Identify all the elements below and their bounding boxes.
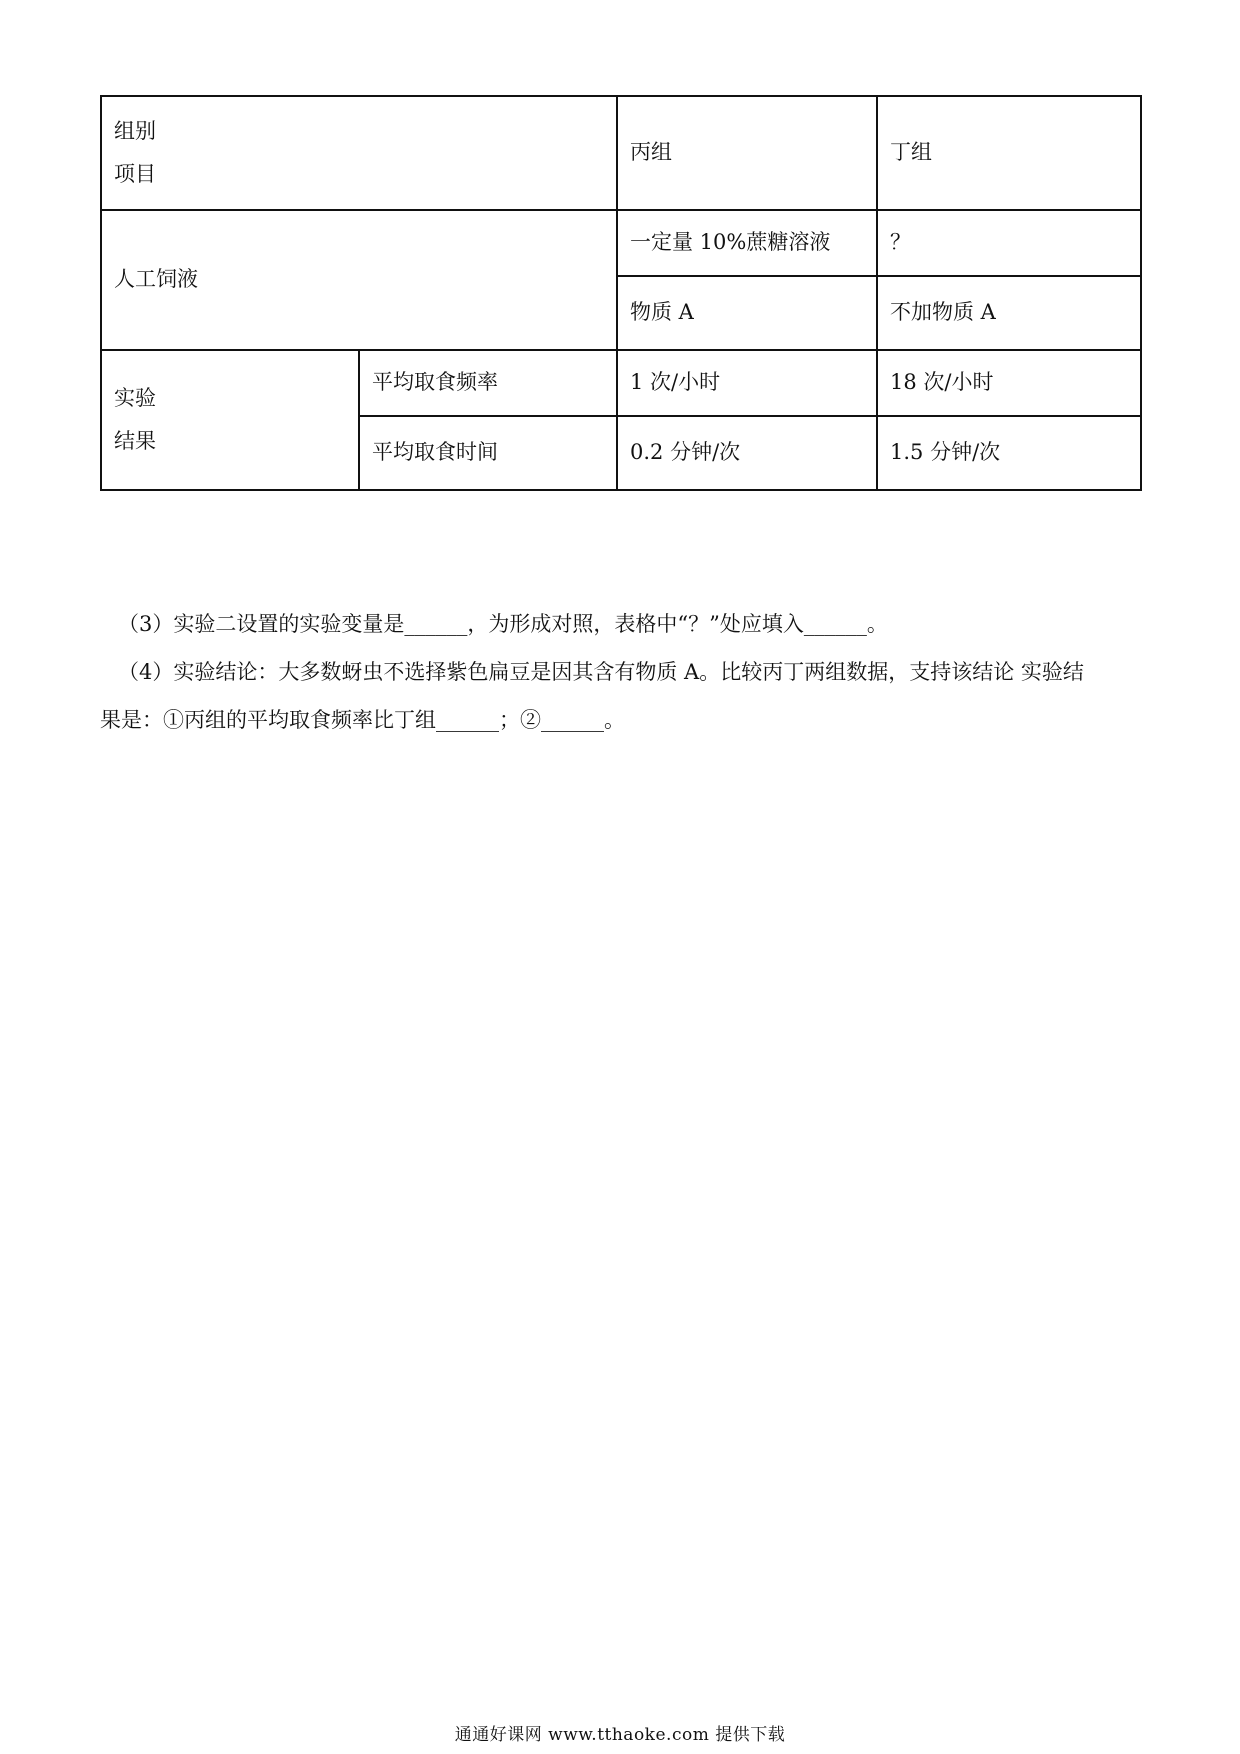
- feed-bing-substance: 物质 A: [630, 300, 694, 325]
- feed-bing-sucrose: 一定量 10%蔗糖溶液: [630, 230, 831, 255]
- feed-label-cell: [101, 210, 617, 350]
- feed-bing-cell-1: [617, 210, 877, 276]
- time-ding-cell: [877, 416, 1141, 490]
- feed-bing-cell-2: [617, 276, 877, 350]
- freq-label-cell: [359, 350, 617, 416]
- time-bing-value: 0.2 分钟/次: [630, 440, 741, 465]
- results-label-line1: 实验: [114, 385, 156, 410]
- group-label: 组别: [114, 118, 156, 143]
- table-row-feed-1: [101, 210, 1141, 276]
- questions-section: [100, 600, 1140, 744]
- feed-label: 人工饲液: [114, 267, 198, 292]
- col-bing-label: 丙组: [630, 140, 672, 165]
- freq-bing-cell: [617, 350, 877, 416]
- footer-source: 通通好课网 www.tthaoke.com 提供下载: [454, 1725, 786, 1745]
- item-label: 项目: [114, 162, 156, 186]
- feed-ding-unknown: ？: [890, 230, 911, 255]
- feed-ding-substance: 不加物质 A: [890, 300, 996, 325]
- results-label-line2: 结果: [114, 429, 156, 453]
- table-row-frequency: [101, 350, 1141, 416]
- feed-ding-cell-2: [877, 276, 1141, 350]
- time-label: 平均取食时间: [372, 440, 498, 465]
- time-label-cell: [359, 416, 617, 490]
- question-4-line1: （4）实验结论：大多数蚜虫不选择紫色扁豆是因其含有物质 A。比较丙丁两组数据，支持该结论 实验结: [118, 660, 1084, 684]
- results-label-cell: [101, 350, 359, 490]
- header-ding-cell: [877, 96, 1141, 210]
- freq-label: 平均取食频率: [372, 370, 498, 395]
- question-3: （3）实验二设置的实验变量是______，为形成对照，表格中“？”处应填入______。: [118, 612, 888, 636]
- experiment-table: [100, 95, 1142, 491]
- header-bing-cell: [617, 96, 877, 210]
- freq-ding-cell: [877, 350, 1141, 416]
- question-4-line2: 果是：①丙组的平均取食频率比丁组______；②______。: [100, 708, 625, 732]
- time-ding-value: 1.5 分钟/次: [890, 440, 1001, 465]
- freq-bing-value: 1 次/小时: [630, 370, 721, 395]
- time-bing-cell: [617, 416, 877, 490]
- col-ding-label: 丁组: [890, 140, 932, 165]
- freq-ding-value: 18 次/小时: [890, 370, 994, 395]
- header-corner-cell: [101, 96, 617, 210]
- feed-ding-cell-1: [877, 210, 1141, 276]
- table-header-row: [101, 96, 1141, 210]
